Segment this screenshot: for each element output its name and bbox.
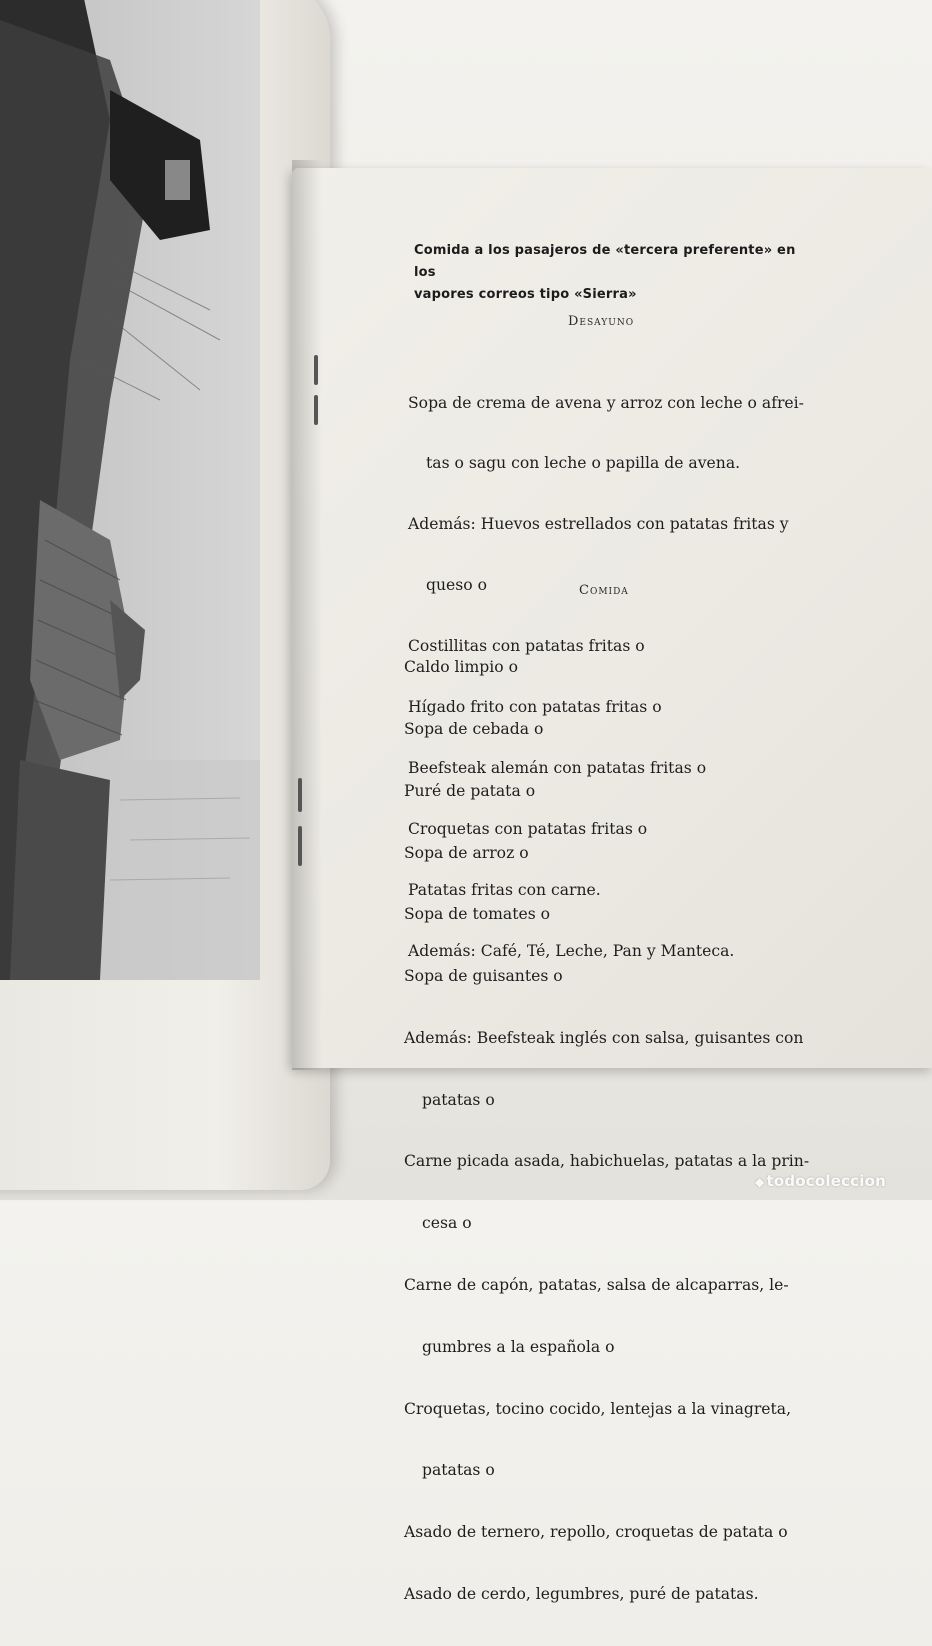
watermark: [755, 1172, 886, 1190]
watermark-logo-icon: ◆: [755, 1175, 765, 1189]
lunch-line: gumbres a la española o: [422, 1337, 615, 1356]
staple-bottom: [298, 778, 302, 812]
menu-heading-line: vapores correos tipo «Sierra»: [414, 287, 637, 302]
lunch-title: Comida: [579, 583, 629, 598]
lunch-line: Carne picada asada, habichuelas, patatas a la prin-: [404, 1152, 810, 1171]
watermark-text: todocoleccion: [766, 1172, 886, 1190]
menu-heading-line: Comida a los pasajeros de «tercera preferente» en los: [414, 243, 796, 280]
breakfast-title: Desayuno: [568, 314, 635, 329]
lunch-line: Carne de capón, patatas, salsa de alcaparras, le-: [404, 1276, 789, 1294]
breakfast-line: Beefsteak alemán con patatas fritas o: [408, 758, 707, 777]
menu-heading: [414, 240, 814, 306]
lunch-line: Sopa de guisantes o: [404, 967, 563, 986]
breakfast-line: tas o sagu con leche o papilla de avena.: [426, 454, 741, 473]
lunch-line: Asado de cerdo, legumbres, puré de patatas.: [404, 1584, 759, 1603]
lunch-items: [404, 616, 809, 1646]
lunch-line: patatas o: [422, 1090, 495, 1109]
breakfast-line: Además: Huevos estrellados con patatas fritas y: [408, 515, 789, 534]
staple-bottom-lower: [298, 826, 302, 866]
breakfast-line: Además: Café, Té, Leche, Pan y Manteca.: [408, 941, 735, 960]
staple-top-lower: [314, 395, 318, 425]
lunch-line: cesa o: [422, 1214, 472, 1233]
lunch-line: Croquetas, tocino cocido, lentejas a la vinagreta,: [404, 1399, 792, 1418]
lunch-line: Sopa de arroz o: [404, 843, 529, 862]
lunch-line: Además: Beefsteak inglés con salsa, guisantes con: [404, 1028, 804, 1047]
breakfast-line: Costillitas con patatas fritas o: [408, 637, 645, 656]
breakfast-line: Hígado frito con patatas fritas o: [408, 698, 662, 717]
book-gutter: [292, 160, 322, 1070]
staple-top: [314, 355, 318, 385]
lunch-line: patatas o: [422, 1461, 495, 1480]
lunch-line: Sopa de cebada o: [404, 719, 544, 738]
left-page: [0, 0, 330, 1190]
lunch-line: Caldo limpio o: [404, 658, 519, 677]
breakfast-line: Patatas fritas con carne.: [408, 880, 601, 899]
lunch-line: Puré de patata o: [404, 781, 536, 800]
harbor-photograph: [0, 0, 260, 980]
breakfast-line: queso o: [426, 576, 487, 595]
breakfast-line: Croquetas con patatas fritas o: [408, 819, 648, 838]
lunch-line: Sopa de tomates o: [404, 905, 551, 924]
breakfast-line: Sopa de crema de avena y arroz con leche o afrei-: [408, 393, 804, 412]
lunch-line: Asado de ternero, repollo, croquetas de patata o: [404, 1523, 788, 1542]
